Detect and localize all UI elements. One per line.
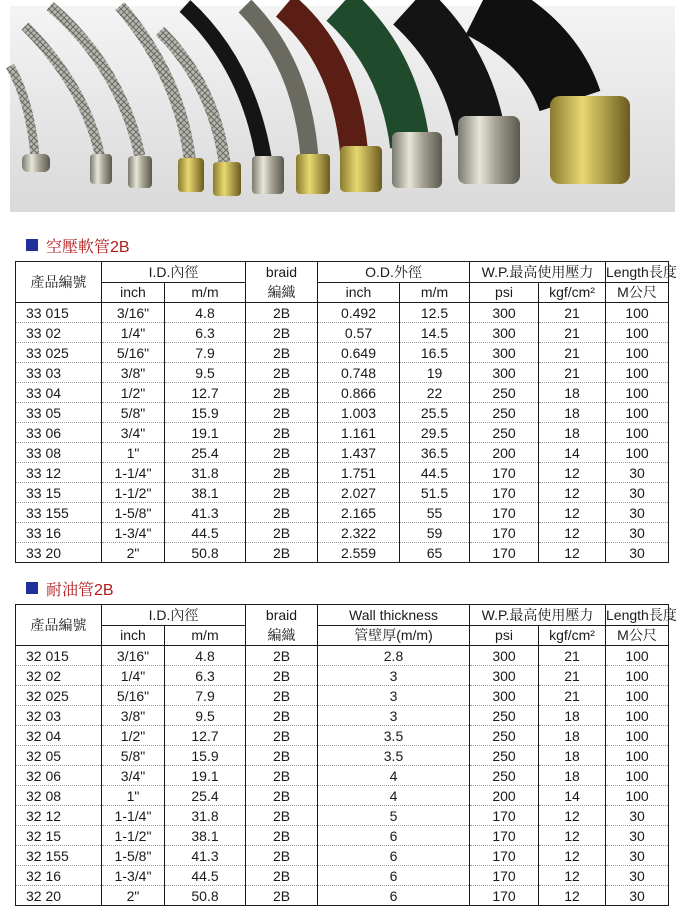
table-cell: 2B [246, 806, 318, 826]
table-cell: 21 [539, 343, 606, 363]
table-cell: 1-1/2" [102, 483, 165, 503]
table-cell: 65 [400, 543, 470, 563]
table-cell: 51.5 [400, 483, 470, 503]
table-cell: 14 [539, 786, 606, 806]
header-wp-psi: psi [470, 625, 539, 646]
table-cell: 2B [246, 383, 318, 403]
table-cell: 9.5 [165, 706, 246, 726]
table-cell: 1" [102, 443, 165, 463]
header-length-group: Length長度 [606, 605, 669, 626]
table-cell: 12.7 [165, 726, 246, 746]
header-wall-zh: 管壁厚(m/m) [318, 625, 470, 646]
table-cell: 44.5 [165, 866, 246, 886]
table-cell: 250 [470, 383, 539, 403]
table-cell: 12 [539, 483, 606, 503]
table-cell: 12.5 [400, 303, 470, 323]
table-cell: 100 [606, 766, 669, 786]
table-cell: 30 [606, 543, 669, 563]
table-cell: 0.57 [318, 323, 400, 343]
table-cell: 250 [470, 726, 539, 746]
table-cell: 41.3 [165, 846, 246, 866]
table-cell: 33 16 [16, 523, 102, 543]
table-cell: 2.165 [318, 503, 400, 523]
table-cell: 2.322 [318, 523, 400, 543]
oil-hose-spec-table [15, 604, 677, 906]
table-cell: 1-3/4" [102, 866, 165, 886]
table-cell: 2B [246, 463, 318, 483]
table-cell: 250 [470, 746, 539, 766]
table-cell: 2B [246, 766, 318, 786]
table-cell: 5/16" [102, 686, 165, 706]
table-cell: 2B [246, 866, 318, 886]
table-cell: 1-1/4" [102, 806, 165, 826]
table-cell: 44.5 [400, 463, 470, 483]
table-row [16, 303, 669, 323]
table-cell: 7.9 [165, 686, 246, 706]
table-cell: 1" [102, 786, 165, 806]
table-row [16, 423, 669, 443]
table-row [16, 786, 669, 806]
header-id-group: I.D.內徑 [102, 605, 246, 626]
table-cell: 19.1 [165, 423, 246, 443]
table-cell: 5/16" [102, 343, 165, 363]
table-cell: 2B [246, 686, 318, 706]
table-cell: 3/16" [102, 646, 165, 666]
table-cell: 100 [606, 726, 669, 746]
table-cell: 170 [470, 483, 539, 503]
table-cell: 2.559 [318, 543, 400, 563]
table-cell: 2B [246, 726, 318, 746]
table-cell: 30 [606, 806, 669, 826]
table-cell: 2B [246, 483, 318, 503]
table-cell: 2B [246, 886, 318, 906]
header-wp-kgf: kgf/cm² [539, 625, 606, 646]
table-cell: 33 04 [16, 383, 102, 403]
table-cell: 2.027 [318, 483, 400, 503]
table-cell: 2B [246, 303, 318, 323]
table-cell: 3/8" [102, 363, 165, 383]
table-cell: 30 [606, 886, 669, 906]
table-cell: 21 [539, 646, 606, 666]
table-cell: 32 155 [16, 846, 102, 866]
header-id-inch: inch [102, 282, 165, 303]
table-cell: 59 [400, 523, 470, 543]
table-cell: 32 04 [16, 726, 102, 746]
table-cell: 170 [470, 886, 539, 906]
table-cell: 5/8" [102, 746, 165, 766]
table-cell: 25.4 [165, 786, 246, 806]
table-cell: 18 [539, 746, 606, 766]
table-cell: 100 [606, 443, 669, 463]
table-cell: 33 15 [16, 483, 102, 503]
table-cell: 16.5 [400, 343, 470, 363]
table-row [16, 686, 669, 706]
table-cell: 4.8 [165, 646, 246, 666]
table-cell: 3 [318, 666, 470, 686]
table-cell: 170 [470, 523, 539, 543]
table-cell: 3/4" [102, 423, 165, 443]
table-cell: 32 16 [16, 866, 102, 886]
table-cell: 12 [539, 846, 606, 866]
table-cell: 1/4" [102, 323, 165, 343]
table-cell: 21 [539, 686, 606, 706]
table-cell: 33 015 [16, 303, 102, 323]
table-cell: 3/8" [102, 706, 165, 726]
header-braid-en: braid [265, 264, 298, 280]
table-cell: 33 03 [16, 363, 102, 383]
table-cell: 100 [606, 323, 669, 343]
table-cell: 6 [318, 866, 470, 886]
table-cell: 30 [606, 463, 669, 483]
table-cell: 2B [246, 503, 318, 523]
table-cell: 1-3/4" [102, 523, 165, 543]
table-cell: 3.5 [318, 726, 470, 746]
hoses-with-fittings-photo [10, 6, 675, 212]
table-cell: 250 [470, 403, 539, 423]
header-id-group: I.D.內徑 [102, 262, 246, 283]
table-cell: 2B [246, 423, 318, 443]
table-cell: 30 [606, 826, 669, 846]
header-braid [246, 262, 318, 303]
table-cell: 36.5 [400, 443, 470, 463]
table-cell: 12 [539, 866, 606, 886]
table-cell: 32 08 [16, 786, 102, 806]
table-cell: 2" [102, 886, 165, 906]
table-cell: 0.866 [318, 383, 400, 403]
table-cell: 12 [539, 826, 606, 846]
table-cell: 25.4 [165, 443, 246, 463]
table-cell: 29.5 [400, 423, 470, 443]
table-cell: 1/4" [102, 666, 165, 686]
table-cell: 0.492 [318, 303, 400, 323]
table-cell: 32 15 [16, 826, 102, 846]
table-cell: 4 [318, 786, 470, 806]
table-cell: 170 [470, 463, 539, 483]
table-cell: 32 12 [16, 806, 102, 826]
table-cell: 44.5 [165, 523, 246, 543]
table-cell: 100 [606, 423, 669, 443]
table-cell: 100 [606, 343, 669, 363]
table-cell: 2B [246, 646, 318, 666]
table-cell: 12 [539, 503, 606, 523]
header-wall-en: Wall thickness [318, 605, 470, 626]
table-cell: 2B [246, 523, 318, 543]
table-cell: 33 20 [16, 543, 102, 563]
header-od-inch: inch [318, 282, 400, 303]
table-cell: 32 20 [16, 886, 102, 906]
header-wp-group: W.P.最高使用壓力 [470, 262, 606, 283]
header-od-mm: m/m [400, 282, 470, 303]
table-cell: 32 06 [16, 766, 102, 786]
table-cell: 32 025 [16, 686, 102, 706]
table-cell: 38.1 [165, 483, 246, 503]
table-cell: 25.5 [400, 403, 470, 423]
table-cell: 33 08 [16, 443, 102, 463]
table-cell: 100 [606, 363, 669, 383]
header-id-mm: m/m [165, 282, 246, 303]
table-cell: 50.8 [165, 886, 246, 906]
table-cell: 2B [246, 846, 318, 866]
table-cell: 22 [400, 383, 470, 403]
table-cell: 170 [470, 543, 539, 563]
table-cell: 2B [246, 786, 318, 806]
table-cell: 100 [606, 383, 669, 403]
table-cell: 0.649 [318, 343, 400, 363]
table-cell: 32 015 [16, 646, 102, 666]
header-length-unit: M公尺 [606, 625, 669, 646]
table-cell: 12 [539, 886, 606, 906]
table-cell: 300 [470, 303, 539, 323]
table-cell: 170 [470, 503, 539, 523]
table-row [16, 323, 669, 343]
square-bullet-icon [26, 582, 38, 594]
table-cell: 9.5 [165, 363, 246, 383]
table-cell: 100 [606, 786, 669, 806]
table-cell: 2B [246, 443, 318, 463]
table-cell: 32 02 [16, 666, 102, 686]
table-cell: 2B [246, 343, 318, 363]
table-cell: 6.3 [165, 666, 246, 686]
table-cell: 4.8 [165, 303, 246, 323]
table-row [16, 503, 669, 523]
table-cell: 21 [539, 323, 606, 343]
table-cell: 3.5 [318, 746, 470, 766]
table-cell: 100 [606, 666, 669, 686]
table-cell: 33 05 [16, 403, 102, 423]
table-cell: 18 [539, 726, 606, 746]
header-braid-en: braid [265, 607, 298, 623]
table-cell: 18 [539, 766, 606, 786]
table-cell: 30 [606, 503, 669, 523]
table-row [16, 746, 669, 766]
table-cell: 18 [539, 706, 606, 726]
table-cell: 12 [539, 543, 606, 563]
table-cell: 2B [246, 543, 318, 563]
header-id-inch: inch [102, 625, 165, 646]
table-cell: 3/4" [102, 766, 165, 786]
table-cell: 2" [102, 543, 165, 563]
table-cell: 18 [539, 403, 606, 423]
table-cell: 12.7 [165, 383, 246, 403]
air-hose-spec-table [15, 261, 677, 563]
table-cell: 1-5/8" [102, 503, 165, 523]
section-title-air-hose [26, 234, 130, 256]
header-braid [246, 605, 318, 646]
table-cell: 3 [318, 706, 470, 726]
header-code: 產品編號 [16, 262, 102, 303]
table-cell: 19.1 [165, 766, 246, 786]
table-cell: 1/2" [102, 383, 165, 403]
section-title-text: 空壓軟管2B [46, 238, 130, 256]
table-row [16, 706, 669, 726]
table-row [16, 483, 669, 503]
table-cell: 31.8 [165, 806, 246, 826]
table-cell: 12 [539, 806, 606, 826]
table-cell: 50.8 [165, 543, 246, 563]
table-cell: 2B [246, 746, 318, 766]
table-cell: 30 [606, 483, 669, 503]
table-cell: 21 [539, 363, 606, 383]
table-cell: 100 [606, 706, 669, 726]
table-cell: 2B [246, 323, 318, 343]
table-cell: 1/2" [102, 726, 165, 746]
table-row [16, 726, 669, 746]
table-cell: 3 [318, 686, 470, 706]
table-cell: 38.1 [165, 826, 246, 846]
table-cell: 250 [470, 706, 539, 726]
table-row [16, 343, 669, 363]
header-code: 產品編號 [16, 605, 102, 646]
section-title-text: 耐油管2B [46, 581, 114, 599]
section-title-oil-hose [26, 577, 114, 599]
table-cell: 32 05 [16, 746, 102, 766]
table-cell: 2B [246, 706, 318, 726]
header-wp-psi: psi [470, 282, 539, 303]
table-cell: 250 [470, 423, 539, 443]
table-row [16, 543, 669, 563]
table-cell: 2B [246, 363, 318, 383]
header-braid-zh: 編織 [267, 284, 296, 300]
table-cell: 1.161 [318, 423, 400, 443]
table-cell: 250 [470, 766, 539, 786]
table-cell: 1-5/8" [102, 846, 165, 866]
table-cell: 6 [318, 826, 470, 846]
table-cell: 33 155 [16, 503, 102, 523]
table-cell: 55 [400, 503, 470, 523]
table-cell: 15.9 [165, 746, 246, 766]
header-id-mm: m/m [165, 625, 246, 646]
table-cell: 31.8 [165, 463, 246, 483]
table-cell: 100 [606, 303, 669, 323]
table-cell: 33 12 [16, 463, 102, 483]
table-row [16, 646, 669, 666]
table-cell: 30 [606, 846, 669, 866]
table-cell: 30 [606, 523, 669, 543]
table-row [16, 403, 669, 423]
header-braid-zh: 編織 [267, 627, 296, 643]
table-cell: 30 [606, 866, 669, 886]
table-cell: 3/16" [102, 303, 165, 323]
table-row [16, 806, 669, 826]
table-cell: 32 03 [16, 706, 102, 726]
table-cell: 21 [539, 666, 606, 686]
table-row [16, 826, 669, 846]
table-cell: 100 [606, 403, 669, 423]
table-cell: 6 [318, 846, 470, 866]
table-cell: 18 [539, 383, 606, 403]
table-cell: 7.9 [165, 343, 246, 363]
table-row [16, 523, 669, 543]
table-cell: 1.003 [318, 403, 400, 423]
table-cell: 33 06 [16, 423, 102, 443]
table-row [16, 443, 669, 463]
header-wp-kgf: kgf/cm² [539, 282, 606, 303]
table-row [16, 463, 669, 483]
table-cell: 41.3 [165, 503, 246, 523]
table-cell: 6 [318, 886, 470, 906]
table-cell: 21 [539, 303, 606, 323]
table-cell: 300 [470, 323, 539, 343]
table-cell: 100 [606, 646, 669, 666]
header-length-group: Length長度 [606, 262, 669, 283]
table-cell: 2B [246, 666, 318, 686]
table-cell: 2B [246, 403, 318, 423]
table-cell: 300 [470, 646, 539, 666]
table-row [16, 886, 669, 906]
table-cell: 300 [470, 686, 539, 706]
table-cell: 12 [539, 523, 606, 543]
table-cell: 5 [318, 806, 470, 826]
table-cell: 300 [470, 666, 539, 686]
table-cell: 170 [470, 806, 539, 826]
header-wp-group: W.P.最高使用壓力 [470, 605, 606, 626]
table-cell: 14 [539, 443, 606, 463]
table-row [16, 666, 669, 686]
table-cell: 15.9 [165, 403, 246, 423]
table-row [16, 363, 669, 383]
table-cell: 6.3 [165, 323, 246, 343]
table-cell: 300 [470, 343, 539, 363]
table-cell: 2B [246, 826, 318, 846]
table-cell: 1-1/4" [102, 463, 165, 483]
table-cell: 170 [470, 826, 539, 846]
header-od-group: O.D.外徑 [318, 262, 470, 283]
table-cell: 300 [470, 363, 539, 383]
table-row [16, 866, 669, 886]
table-cell: 18 [539, 423, 606, 443]
table-cell: 100 [606, 746, 669, 766]
square-bullet-icon [26, 239, 38, 251]
table-cell: 1.751 [318, 463, 400, 483]
table-cell: 12 [539, 463, 606, 483]
table-cell: 4 [318, 766, 470, 786]
table-cell: 200 [470, 786, 539, 806]
table-cell: 1.437 [318, 443, 400, 463]
table-cell: 100 [606, 686, 669, 706]
header-length-unit: M公尺 [606, 282, 669, 303]
table-row [16, 766, 669, 786]
table-cell: 33 02 [16, 323, 102, 343]
table-cell: 33 025 [16, 343, 102, 363]
table-cell: 14.5 [400, 323, 470, 343]
table-cell: 170 [470, 866, 539, 886]
table-cell: 19 [400, 363, 470, 383]
table-cell: 5/8" [102, 403, 165, 423]
table-row [16, 383, 669, 403]
table-cell: 0.748 [318, 363, 400, 383]
table-cell: 1-1/2" [102, 826, 165, 846]
table-row [16, 846, 669, 866]
table-cell: 170 [470, 846, 539, 866]
table-cell: 200 [470, 443, 539, 463]
table-cell: 2.8 [318, 646, 470, 666]
